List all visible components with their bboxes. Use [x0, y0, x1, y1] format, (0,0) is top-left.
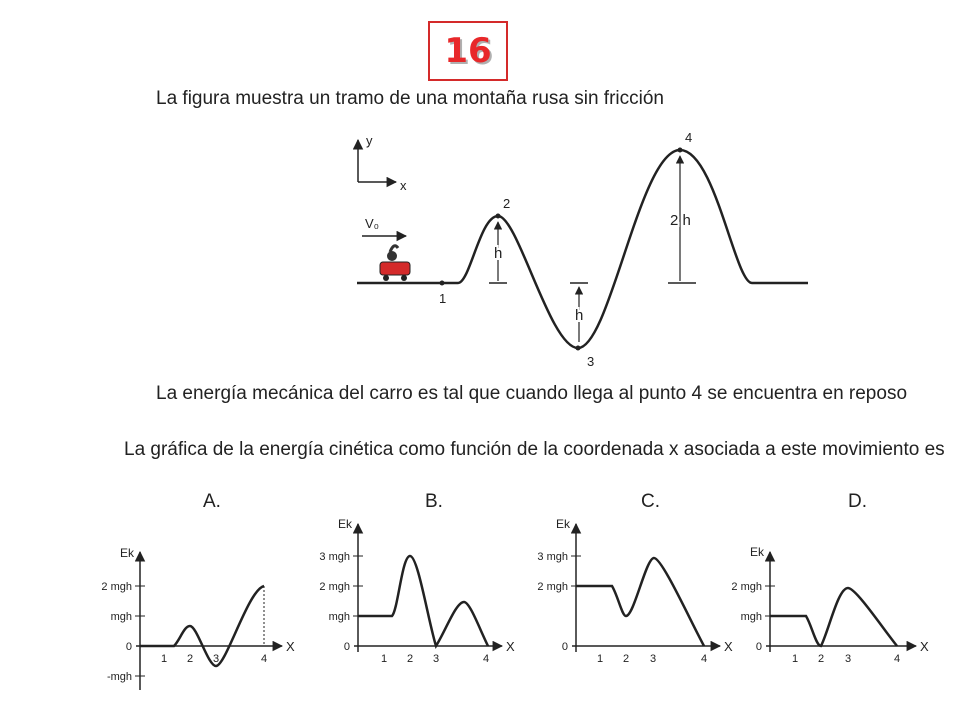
option-b-xtick: 1 [380, 653, 388, 665]
option-d-ytick: 2 mgh [731, 581, 762, 593]
option-b-xlabel: X [506, 639, 515, 654]
option-c-letter: C. [641, 491, 660, 512]
option-b-xtick: 4 [482, 653, 490, 665]
option-a-xtick: 3 [212, 653, 220, 665]
option-b-ytick: mgh [328, 611, 350, 623]
option-d-xtick: 1 [791, 653, 799, 665]
option-d-ytick: mgh [740, 611, 762, 623]
option-a-ytick: mgh [110, 611, 132, 623]
option-d-xtick: 2 [817, 653, 825, 665]
statement-figure: La figura muestra un tramo de una montaña rusa sin fricción [156, 88, 664, 109]
option-c-ytick: 0 [561, 641, 568, 653]
option-a-ylabel: Ek [120, 546, 135, 560]
option-b-ytick: 0 [343, 641, 350, 653]
option-b-xtick: 2 [406, 653, 414, 665]
option-a-xtick: 2 [186, 653, 194, 665]
option-d-letter: D. [848, 491, 867, 512]
option-c-xtick: 2 [622, 653, 630, 665]
option-c-xtick: 4 [700, 653, 708, 665]
option-b-xtick: 3 [432, 653, 440, 665]
height-label-3: h [575, 307, 584, 324]
option-a-xtick: 4 [260, 653, 268, 665]
option-c-ylabel: Ek [556, 517, 571, 531]
option-a-ytick: 2 mgh [101, 581, 132, 593]
option-b-ytick: 2 mgh [319, 581, 350, 593]
option-c-xtick: 1 [596, 653, 604, 665]
option-d-xtick: 3 [844, 653, 852, 665]
option-a-xlabel: X [286, 639, 295, 654]
option-c-xlabel: X [724, 639, 733, 654]
height-label-2: h [494, 245, 503, 262]
point-1-label: 1 [439, 291, 447, 306]
option-d-ytick: 0 [755, 641, 762, 653]
axis-x-label: x [400, 178, 407, 193]
point-4-label: 4 [685, 130, 693, 145]
option-b-letter: B. [425, 491, 443, 512]
statement-question: La gráfica de la energía cinética como función de la coordenada x asociada a este movimiento es [124, 439, 945, 460]
option-b-ylabel: Ek [338, 517, 353, 531]
question-number: 16 [444, 31, 492, 71]
velocity-label: V₀ [365, 216, 380, 231]
point-3-label: 3 [587, 354, 595, 369]
option-a-ytick: -mgh [106, 671, 132, 683]
option-c-ytick: 3 mgh [537, 551, 568, 563]
option-b-ytick: 3 mgh [319, 551, 350, 563]
axis-y-label: y [366, 133, 373, 148]
option-a-letter: A. [203, 491, 221, 512]
option-d-xtick: 4 [893, 653, 901, 665]
point-2-label: 2 [503, 196, 511, 211]
statement-energy: La energía mecánica del carro es tal que cuando llega al punto 4 se encuentra en reposo [156, 383, 908, 404]
option-c-xtick: 3 [649, 653, 657, 665]
option-c-ytick: 2 mgh [537, 581, 568, 593]
option-d-xlabel: X [920, 639, 929, 654]
height-label-4: 2 h [670, 212, 691, 229]
option-d-ylabel: Ek [750, 545, 765, 559]
option-a-ytick: 0 [125, 641, 132, 653]
option-a-xtick: 1 [160, 653, 168, 665]
